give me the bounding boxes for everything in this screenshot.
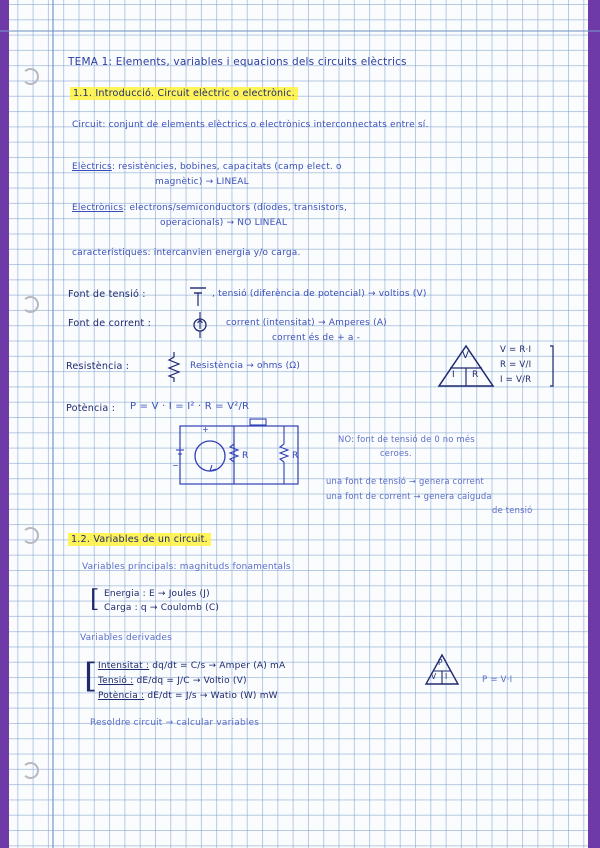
circuit-definition: Circuit: conjunt de elements elèctrics o electrònics interconnectats entre sí. <box>72 120 429 130</box>
derived-variables: Variables derivades <box>80 633 173 643</box>
power-triangle-left: V <box>431 672 437 681</box>
bracket-icon <box>549 346 555 386</box>
ohm-triangle-left: I <box>452 370 455 380</box>
electrics-label: Elèctrics <box>72 162 112 172</box>
margin-line <box>52 0 54 848</box>
resistance-text: Resistència → ohms (Ω) <box>190 361 301 371</box>
binder-hole-icon <box>22 527 39 544</box>
power-equation: P = V·I <box>482 675 513 685</box>
binding-strip-left <box>0 0 9 848</box>
circuit-solve-line: Resoldre circuit → calcular variables <box>90 718 260 728</box>
intensity-label: Intensitat : <box>98 661 150 671</box>
svg-text:R: R <box>242 451 249 461</box>
ohm-triangle-top: V <box>462 350 470 361</box>
electrics-line <box>72 162 342 172</box>
power-variable-line <box>98 691 278 701</box>
power-variable-label: Potència : <box>98 691 145 701</box>
circuit-diagram <box>172 416 312 488</box>
electrics-text: : resistències, bobines, capacitats (camp elect. o <box>111 162 342 172</box>
power-triangle-top: P <box>438 658 443 667</box>
note-current-source: una font de corrent → genera caiguda <box>326 491 492 501</box>
resistance-label: Resistència : <box>66 361 130 372</box>
binding-strip-right <box>588 0 600 848</box>
power-variable-formula: dE/dt = J/s → Watio (W) mW <box>147 691 278 701</box>
note-line-2: ceroes. <box>380 448 412 458</box>
power-formula: P = V · I = I² · R = V²/R <box>130 401 250 412</box>
electronics-label: Electrònics <box>72 203 124 213</box>
ohm-triangle-right: R <box>472 370 479 380</box>
voltage-source-label: Font de tensió : <box>68 289 146 300</box>
power-triangle-right: I <box>445 672 448 681</box>
energy-line: Energia : E → Joules (J) <box>104 589 210 599</box>
note-current-source-2: de tensió <box>492 505 533 515</box>
current-source-label: Font de corrent : <box>68 318 152 329</box>
svg-text:+: + <box>202 425 209 434</box>
ohm-equation-3: I = V/R <box>500 375 532 385</box>
current-source-text: corrent (intensitat) → Amperes (A) <box>226 318 387 328</box>
ohm-equation-1: V = R·I <box>500 345 532 355</box>
voltage-source-text: , tensió (diferència de potencial) → voltios (V) <box>212 289 427 299</box>
binder-hole-icon <box>22 762 39 779</box>
current-source-text-2: corrent és de + a - <box>272 333 361 343</box>
binder-hole-icon <box>22 296 39 313</box>
current-source-symbol-icon <box>190 312 210 338</box>
voltage-label: Tensió : <box>98 676 134 686</box>
electronics-text: : electrons/semiconductors (díodes, transistors, <box>123 203 348 213</box>
intensity-formula: dq/dt = C/s → Amper (A) mA <box>152 661 286 671</box>
page-title: TEMA 1: Elements, variables i equacions dels circuits elèctrics <box>68 56 407 68</box>
ohm-equation-2: R = V/I <box>500 360 532 370</box>
bracket-icon: [ <box>84 656 98 696</box>
electrics-line-2: magnètic) → LINEAL <box>155 177 249 187</box>
note-voltage-source: una font de tensió → genera corrent <box>326 476 484 486</box>
note-line-1: NO: font de tensió de 0 no més <box>338 434 475 444</box>
svg-text:−: − <box>172 461 179 470</box>
section-heading-1-1: 1.1. Introducció. Circuit elèctric o electrònic. <box>70 88 298 99</box>
electronics-line-2: operacionals) → NO LINEAL <box>160 218 288 228</box>
binder-hole-icon <box>22 68 39 85</box>
battery-symbol-icon <box>186 284 210 308</box>
voltage-formula: dE/dq = J/C → Voltio (V) <box>136 676 247 686</box>
charge-line: Carga : q → Coulomb (C) <box>104 603 220 613</box>
characteristics-line: característiques: intercanvien energia y/o carga. <box>72 248 301 258</box>
electronics-line <box>72 203 347 213</box>
bracket-icon: [ <box>90 585 100 613</box>
power-label: Potència : <box>66 403 116 414</box>
voltage-line <box>98 676 247 686</box>
section-heading-1-2: 1.2. Variables de un circuit. <box>68 534 211 545</box>
resistor-symbol-icon <box>166 352 182 382</box>
principal-variables: Variables principals: magnituds fonamentals <box>82 562 291 572</box>
svg-text:R: R <box>292 451 299 461</box>
intensity-line <box>98 661 285 671</box>
header-line <box>0 30 600 32</box>
